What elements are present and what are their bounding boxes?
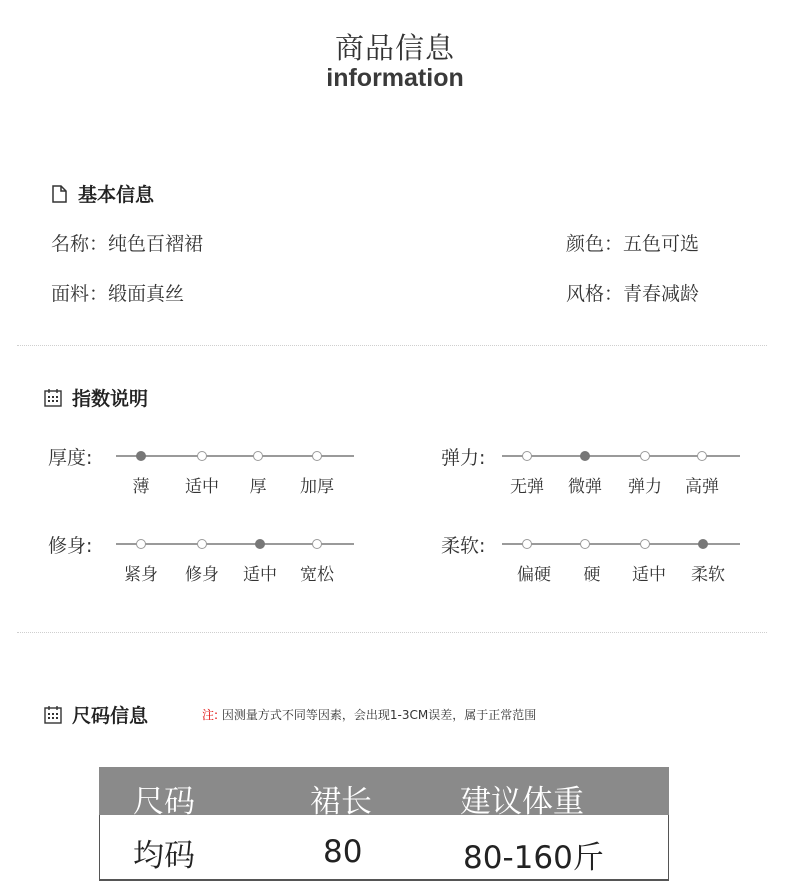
scale-dot xyxy=(580,539,590,549)
page-subtitle: information xyxy=(326,64,464,92)
scale-dot xyxy=(312,539,322,549)
scale-dot xyxy=(136,539,146,549)
scale-dot xyxy=(697,451,707,461)
note-prefix: 注: xyxy=(202,708,219,722)
scale-dot xyxy=(640,539,650,549)
scale-tick: 无弹 xyxy=(510,477,544,497)
scale-label-softness: 柔软: xyxy=(441,535,486,557)
scale-tick: 适中 xyxy=(185,477,219,497)
scale-tick: 微弹 xyxy=(568,477,602,497)
scale-tick: 弹力 xyxy=(628,477,662,497)
scale-dot xyxy=(255,539,265,549)
scale-dot xyxy=(640,451,650,461)
size-heading xyxy=(42,701,148,728)
scale-tick: 硬 xyxy=(583,565,601,585)
scale-tick: 紧身 xyxy=(124,565,158,585)
field-style: 风格：青春减龄 xyxy=(566,283,700,305)
scale-dot xyxy=(253,451,263,461)
scale-label-thickness: 厚度: xyxy=(48,447,93,469)
measurement-note xyxy=(202,706,536,723)
document-icon xyxy=(48,183,70,205)
scale-tick: 加厚 xyxy=(300,477,334,497)
table-header-weight: 建议体重 xyxy=(460,784,584,820)
index-heading xyxy=(42,384,148,411)
divider xyxy=(17,345,767,346)
scale-tick: 薄 xyxy=(132,477,150,497)
scale-dot xyxy=(197,539,207,549)
scale-tick: 宽松 xyxy=(300,565,334,585)
basic-info-heading-text: 基本信息 xyxy=(78,184,155,206)
scale-dot xyxy=(580,451,590,461)
field-name: 名称：纯色百褶裙 xyxy=(51,233,204,255)
scale-tick: 高弹 xyxy=(685,477,719,497)
scale-dot xyxy=(197,451,207,461)
index-heading-text: 指数说明 xyxy=(72,388,149,410)
scale-dot xyxy=(522,539,532,549)
scale-tick: 适中 xyxy=(632,565,666,585)
table-cell-size: 均码 xyxy=(133,838,195,874)
scale-tick: 偏硬 xyxy=(517,565,551,585)
scale-label-elasticity: 弹力: xyxy=(441,447,486,469)
field-color: 颜色：五色可选 xyxy=(566,233,700,255)
divider xyxy=(17,632,767,633)
scale-dot xyxy=(136,451,146,461)
scale-dot xyxy=(522,451,532,461)
size-heading-text: 尺码信息 xyxy=(72,705,149,727)
basic-info-heading xyxy=(48,180,154,207)
table-cell-length: 80 xyxy=(323,834,363,870)
calendar-icon xyxy=(42,704,64,726)
scale-dot xyxy=(698,539,708,549)
table-header-size: 尺码 xyxy=(133,784,195,820)
scale-tick: 厚 xyxy=(249,477,267,497)
table-cell-weight: 80-160斤 xyxy=(463,840,604,876)
scale-tick: 适中 xyxy=(243,565,277,585)
scale-dot xyxy=(312,451,322,461)
field-fabric: 面料：缎面真丝 xyxy=(51,283,185,305)
scale-tick: 修身 xyxy=(185,565,219,585)
scale-tick: 柔软 xyxy=(691,565,725,585)
calendar-icon xyxy=(42,387,64,409)
scale-label-fit: 修身: xyxy=(48,535,93,557)
note-text: 因测量方式不同等因素，会出现1-3CM误差，属于正常范围 xyxy=(221,708,537,722)
table-header-length: 裙长 xyxy=(310,784,372,820)
page-title: 商品信息 xyxy=(334,31,455,65)
